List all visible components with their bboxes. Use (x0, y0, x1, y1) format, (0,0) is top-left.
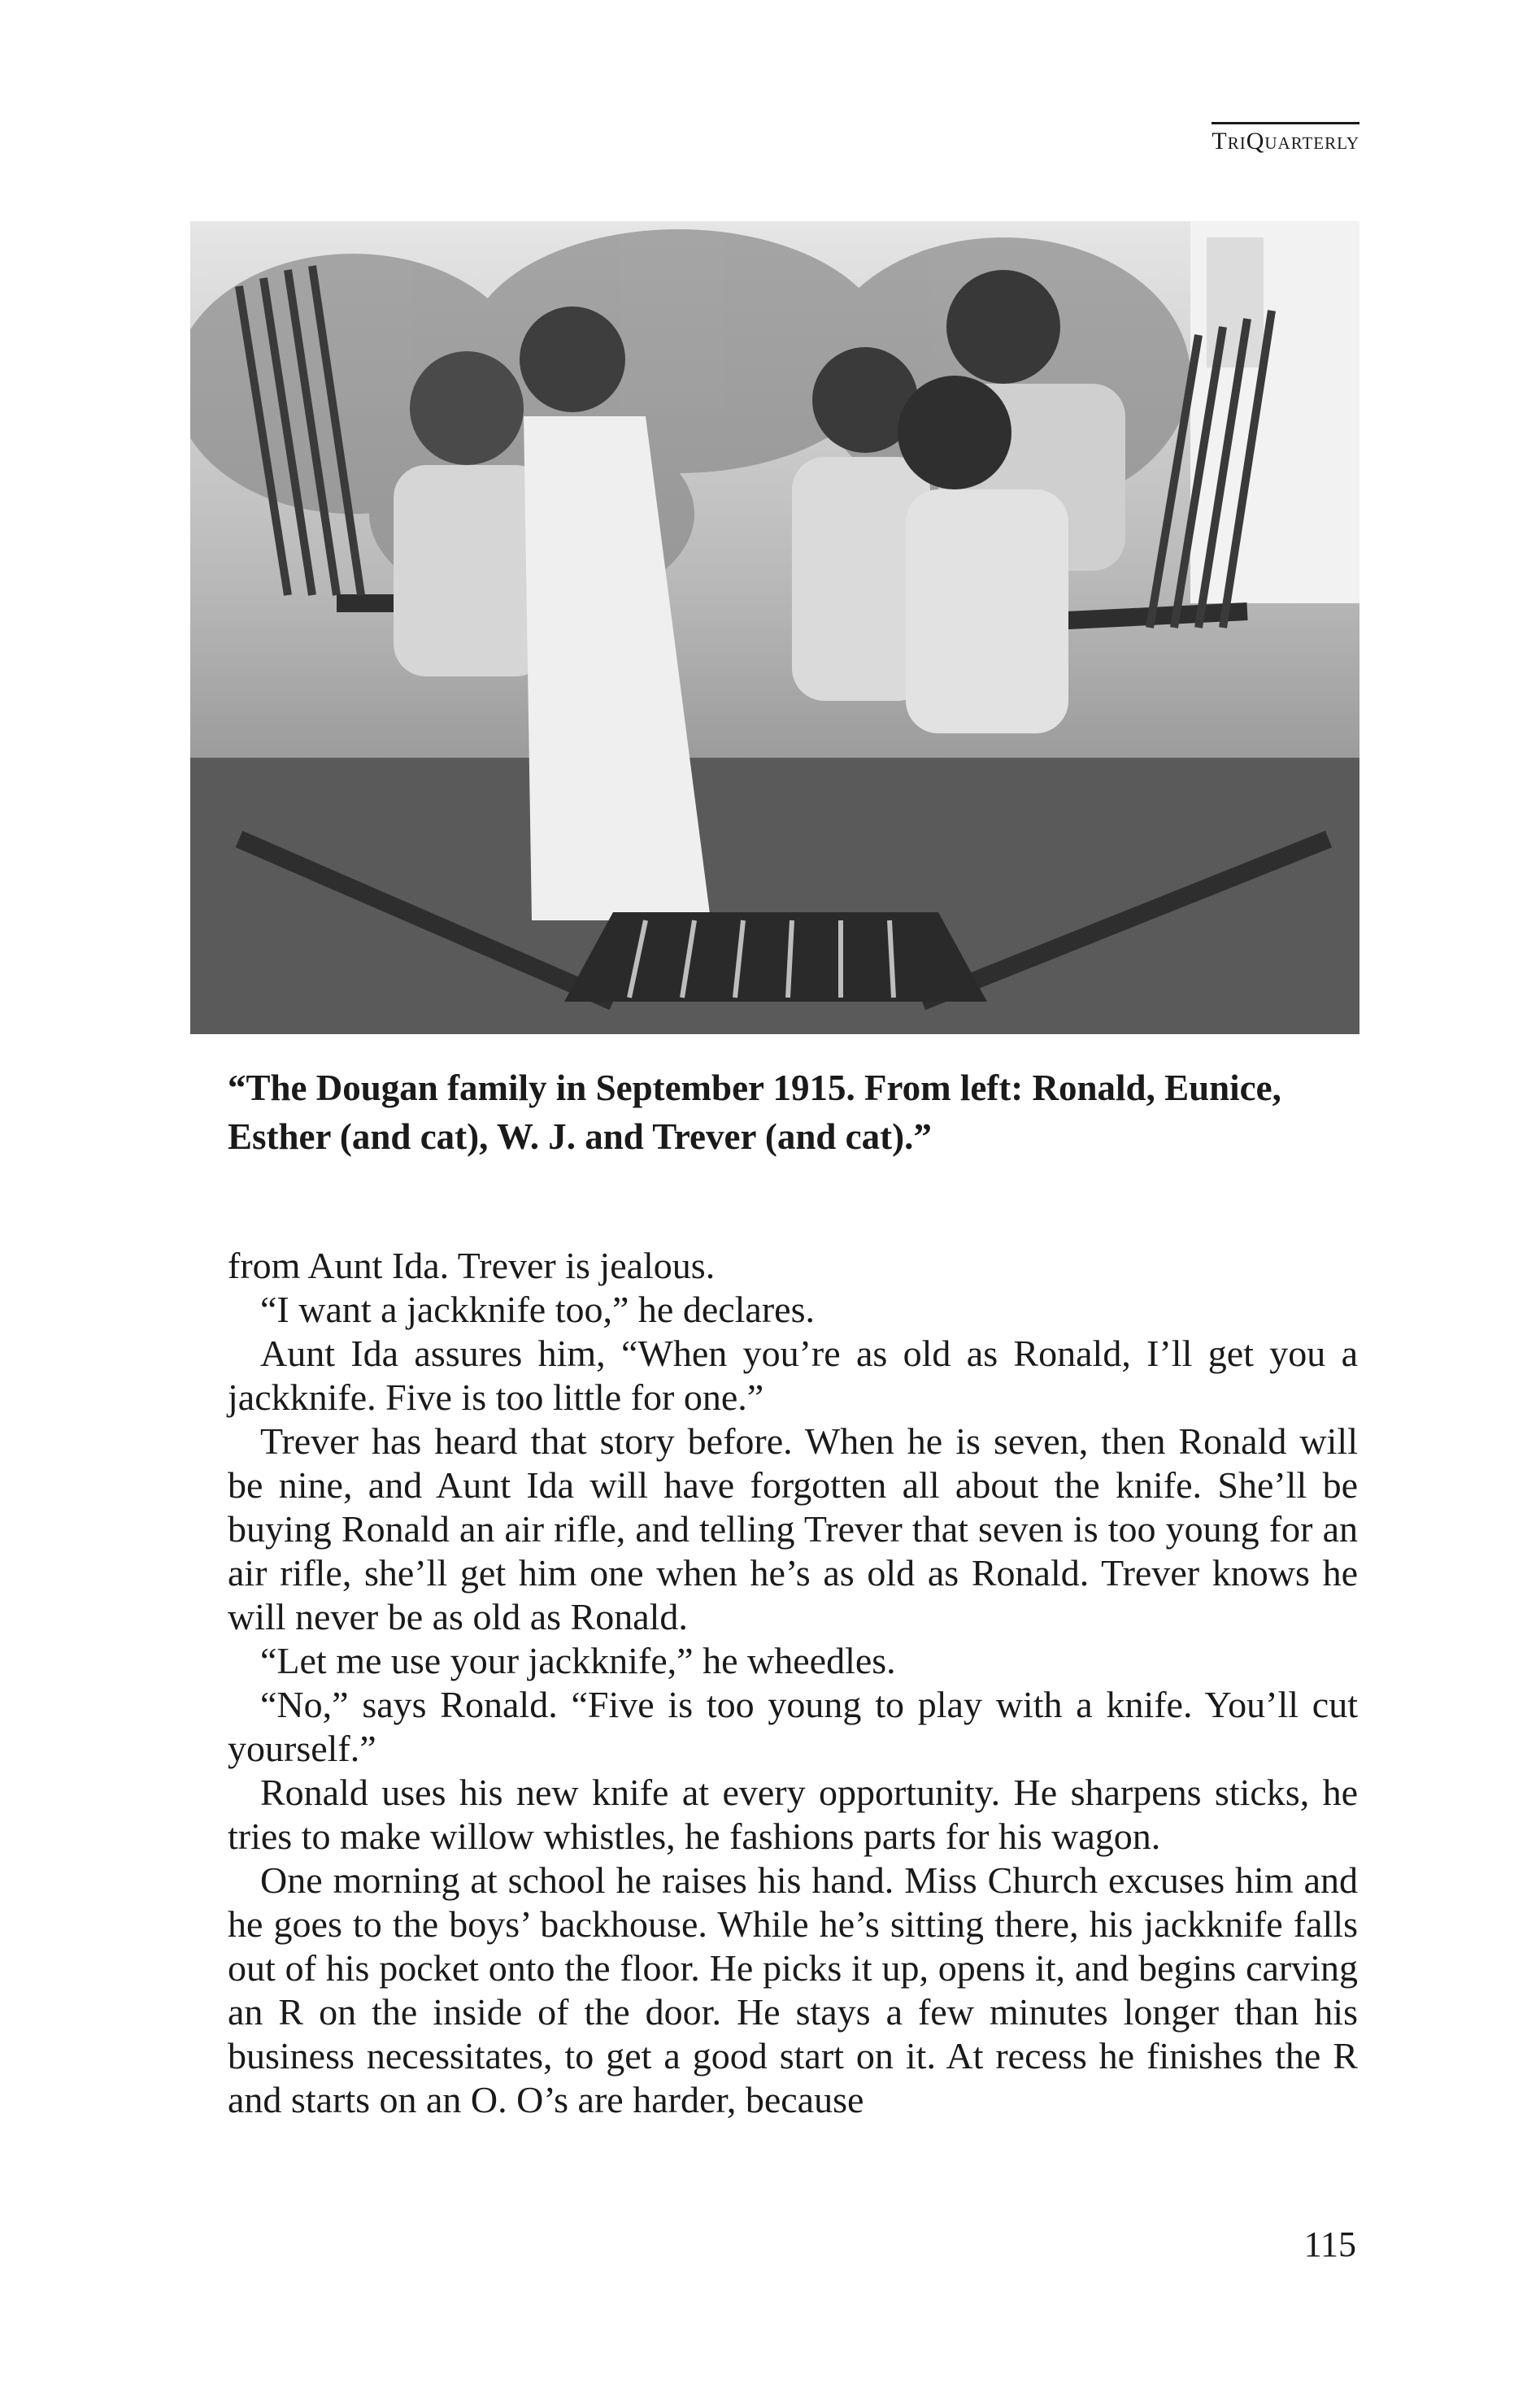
body-text (228, 1244, 1358, 2122)
family-photo-image (190, 221, 1359, 1034)
running-head: TriQuarterly (1212, 122, 1359, 155)
paragraph: Aunt Ida assures him, “When you’re as old as Ronald, I’ll get you a jackknife. Five is too little for one.” (228, 1333, 1358, 1418)
family-photo (190, 221, 1359, 1034)
paragraph: from Aunt Ida. Trever is jealous. (228, 1245, 716, 1286)
paragraph: Ronald uses his new knife at every opportunity. He sharpens sticks, he tries to make willow whistles, he fashions parts for his wagon. (228, 1772, 1358, 1857)
paragraph: “Let me use your jackknife,” he wheedles. (260, 1640, 896, 1681)
paragraph: “No,” says Ronald. “Five is too young to play with a knife. You’ll cut yourself.” (228, 1684, 1358, 1769)
paragraph: Trever has heard that story before. When he is seven, then Ronald will be nine, and Aunt Ida will have forgotten all about the knife. She’ll be buying Ronald an air rifle, and telling Trever that seven is too young for an air rifle, she’ll get him one when he’s as old as Ronald. Trever knows he will never be as old as Ronald. (228, 1420, 1358, 1637)
paragraph: One morning at school he raises his hand. Miss Church excuses him and he goes to the boys’ backhouse. While he’s sitting there, his jackknife falls out of his pocket onto the floor. He picks it up, opens it, and begins carving an R on the inside of the door. He stays a few minutes longer than his business necessitates, to get a good start on it. At recess he finishes the R and starts on an O. O’s are harder, because (228, 1859, 1358, 2120)
page-number: 115 (1303, 2224, 1356, 2264)
photo-caption: “The Dougan family in September 1915. From left: Ronald, Eunice, Esther (and cat), W. J. and Trever (and cat).” (228, 1068, 1281, 1157)
paragraph: “I want a jackknife too,” he declares. (260, 1289, 815, 1330)
